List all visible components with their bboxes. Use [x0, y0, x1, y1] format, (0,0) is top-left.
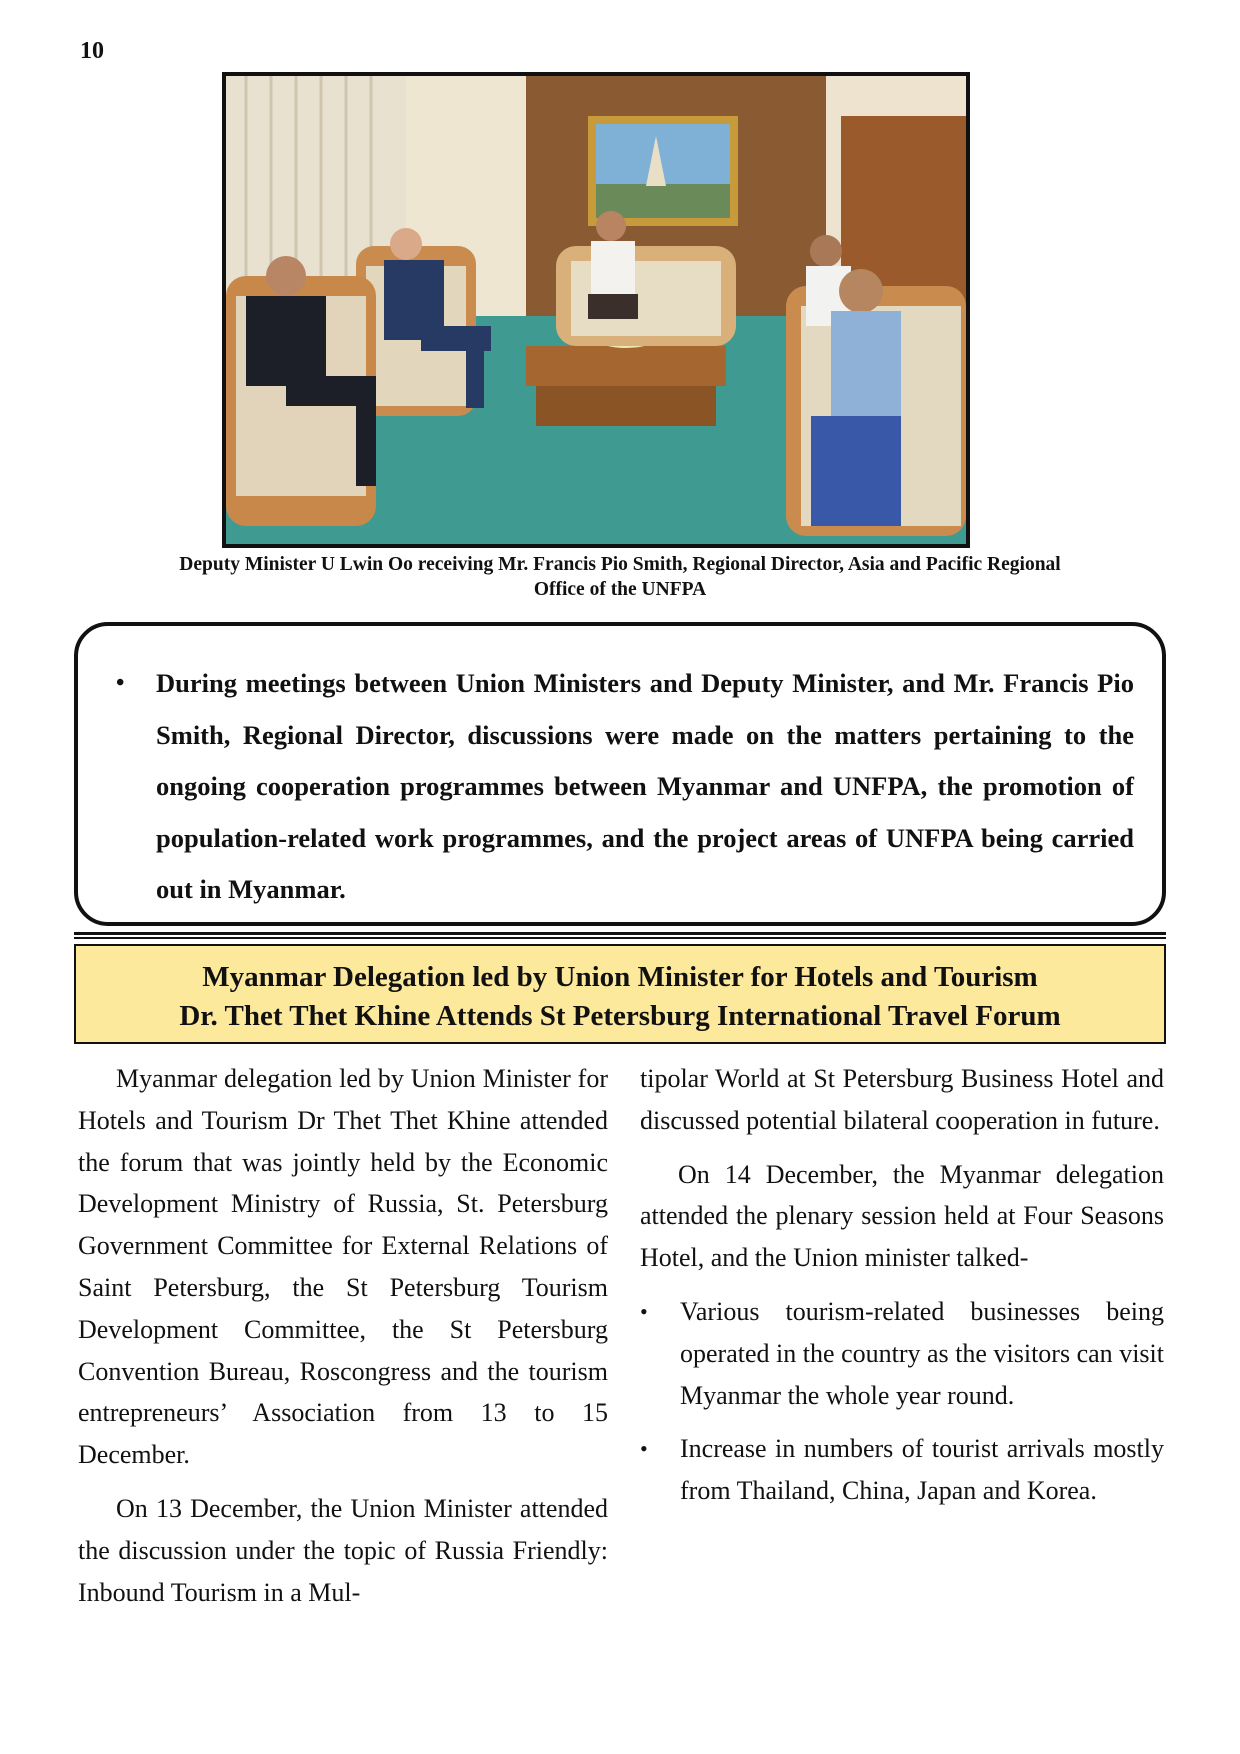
- highlight-list: [134, 658, 1134, 916]
- meeting-photo: [222, 72, 970, 548]
- highlight-bullet: • During meetings between Union Ministers and Deputy Minister, and Mr. Francis Pio Smith, Regional Director, discussions were made on the matters pertaining to the ongoing cooperation programmes between Myanmar and UNFPA, the promotion of population-related work programmes, and the project areas of UNFPA being carried out in Myanmar.: [134, 658, 1134, 916]
- bullet-icon: •: [640, 1436, 648, 1462]
- article-bullet-text: Increase in numbers of tourist arrivals mostly from Thailand, China, Japan and Korea.: [680, 1434, 1164, 1506]
- section-divider: [74, 932, 1166, 939]
- article-paragraph: On 13 December, the Union Minister attended the discussion under the topic of Russia Friendly: Inbound Tourism in a Mul-: [78, 1493, 608, 1607]
- highlight-box: [74, 622, 1166, 926]
- article-bullet-list: [640, 1291, 1164, 1512]
- article-bullet-text: Various tourism-related businesses being operated in the country as the visitors can visit Myanmar the whole year round.: [680, 1296, 1164, 1410]
- meeting-photo-illustration: [226, 76, 966, 544]
- headline-line-2: Dr. Thet Thet Khine Attends St Petersburg International Travel Forum: [179, 1000, 1061, 1032]
- photo-caption: [130, 552, 1110, 602]
- page-number: 10: [80, 38, 104, 64]
- photo-caption-line-1: Deputy Minister U Lwin Oo receiving Mr. Francis Pio Smith, Regional Director, Asia and Pacific Regional: [179, 554, 1061, 575]
- article-column-right: [640, 1058, 1164, 1524]
- bullet-icon: •: [640, 1298, 648, 1324]
- article-bullet-item: [640, 1291, 1164, 1416]
- article-paragraph-continuation: tipolar World at St Petersburg Business Hotel and discussed potential bilateral cooperation in future.: [640, 1064, 1164, 1135]
- headline-line-1: Myanmar Delegation led by Union Minister for Hotels and Tourism: [202, 961, 1038, 993]
- article-headline: [74, 944, 1166, 1044]
- article-bullet-item: [640, 1428, 1164, 1512]
- article-paragraph: Myanmar delegation led by Union Minister for Hotels and Tourism Dr Thet Thet Khine attended the forum that was jointly held by the Economic Development Ministry of Russia, St. Petersburg Government Committee for External Relations of Saint Petersburg, the St Petersburg Tourism Development Committee, the St Petersburg Convention Bureau, Roscongress and the tourism entrepreneurs’ Association from 13 to 15 December.: [78, 1064, 608, 1470]
- article-paragraph: On 14 December, the Myanmar delegation attended the plenary session held at Four Seasons Hotel, and the Union minister talked-: [640, 1159, 1164, 1273]
- photo-caption-line-2: Office of the UNFPA: [533, 579, 707, 600]
- article-column-left: [78, 1058, 608, 1625]
